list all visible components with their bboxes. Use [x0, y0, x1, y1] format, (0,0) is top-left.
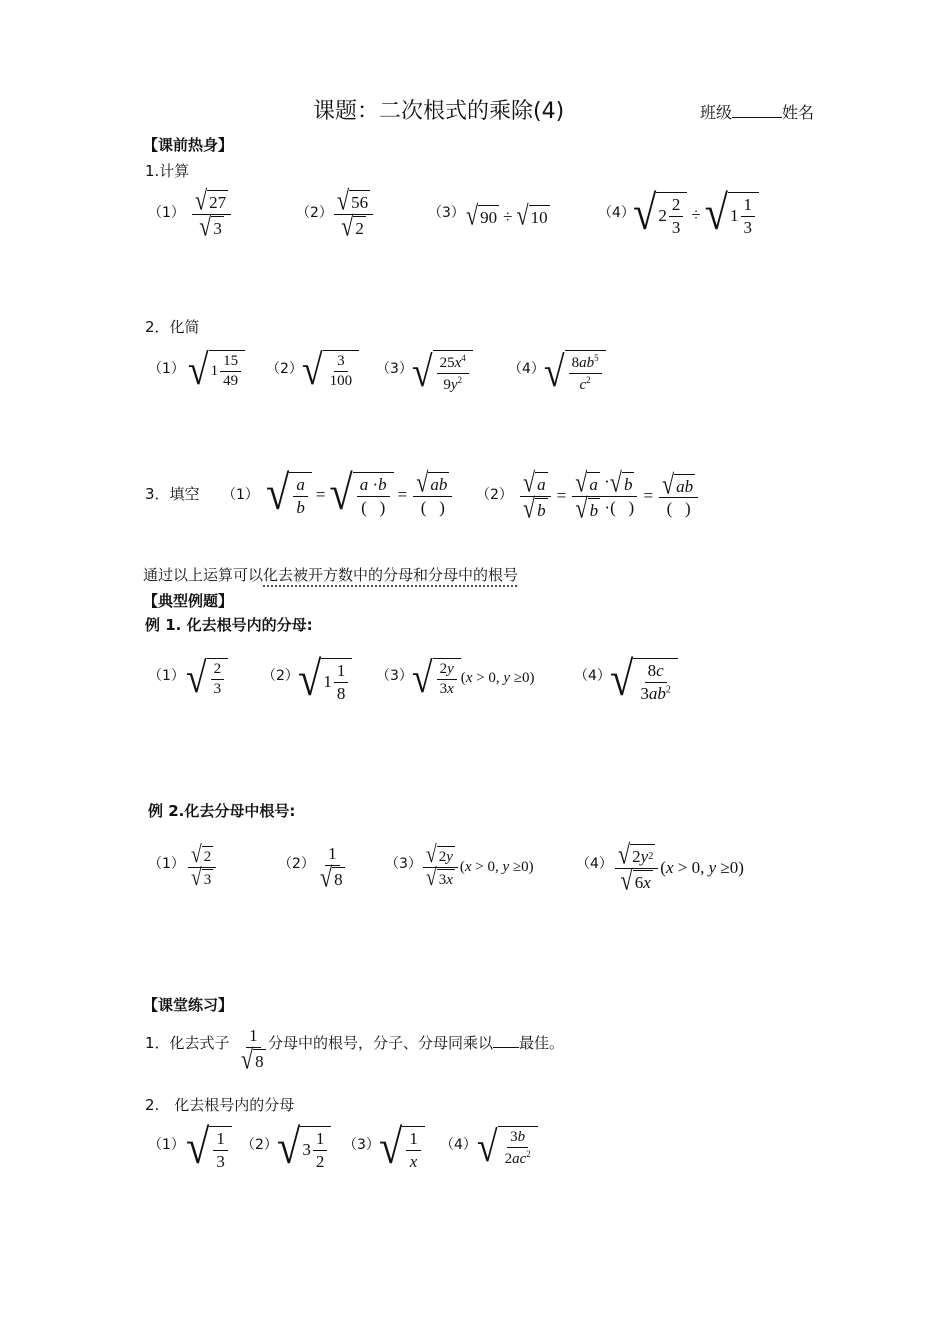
q2-item4-number: （4）	[508, 361, 545, 377]
ex2-item2-expr: 1 √ 8	[320, 844, 343, 893]
q2-item2-number: （2）	[266, 361, 303, 377]
class-name-line	[700, 100, 814, 123]
name-label: 姓名	[782, 103, 815, 122]
q3-item2-number: （2）	[476, 487, 513, 503]
ex2-item4-number: （4）	[576, 856, 613, 872]
q1-item3-number: （3）	[428, 205, 465, 221]
q1-item2-expr: √ 56 √ 2	[332, 190, 375, 238]
q1-item3-expr: √ 90 ÷ √ 10	[466, 200, 548, 232]
ex2-item3-expr: √ 2 y √ 3 x (x > 0, y ≥0)	[421, 846, 534, 890]
q1-item4-number: （4）	[598, 205, 635, 221]
summary-prefix: 通过以上运算可以	[143, 566, 264, 584]
p1-suffix	[268, 1032, 564, 1053]
q3-item1-expr: √ $\frac{a}{b}$ = √ $\frac{a \cdot b}{( )}$ = √ ab ( )	[266, 472, 454, 517]
ex2-item4-expr: √ 2 y 2 √ 6 x (x > 0, y ≥0)	[613, 844, 744, 892]
q2-item3-number: （3）	[376, 361, 413, 377]
p2-item2-expr: √ 3 $\frac{1}{2}$	[277, 1126, 331, 1171]
ex2-label: 例 2.化去分母中根号:	[148, 802, 296, 820]
p1-suffix-end: 最佳。	[519, 1034, 565, 1052]
practice-heading: 【课堂练习】	[143, 996, 234, 1014]
warmup-heading: 【课前热身】	[143, 136, 234, 154]
q3-item2-expr: √ a √ b = √ a · √ b √ b ·( ) = √ ab ( )	[518, 472, 700, 520]
ex1-item2-number: （2）	[262, 668, 299, 684]
page-title: 课题：二次根式的乘除(4)	[313, 99, 565, 124]
ex2-item2-number: （2）	[278, 856, 315, 872]
p2-item3-expr: √ $\frac{1}{x}$	[379, 1126, 425, 1171]
p2-item1-expr: √ $\frac{1}{3}$	[186, 1126, 232, 1171]
q2-item3-expr: √ $\frac{25x^4}{9y^2}$	[412, 350, 473, 395]
q1-item1-expr: √ 27 √ 3	[190, 190, 233, 238]
p1-line	[145, 1032, 230, 1053]
ex1-label: 例 1. 化去根号内的分母:	[145, 616, 313, 634]
ex1-item3-number: （3）	[376, 668, 413, 684]
q1-label: 1.计算	[145, 162, 190, 180]
p1-blank[interactable]	[493, 1033, 519, 1048]
q2-item4-expr: √ $\frac{8ab^5}{c^2}$	[544, 350, 606, 395]
q1-item4-expr: √ 2 $\frac{2}{3}$ ÷ √ 1 $\frac{1}{3}$	[633, 192, 759, 237]
q2-label: 2．化简	[145, 318, 200, 336]
class-label: 班级	[700, 103, 733, 122]
q3-label: 3．填空	[145, 485, 200, 503]
p1-suffix-text: 分母中的根号，分子、分母同乘以	[268, 1034, 494, 1052]
q3-item1-number: （1）	[222, 487, 259, 503]
p2-item1-number: （1）	[148, 1137, 185, 1153]
p2-item2-number: （2）	[241, 1137, 278, 1153]
q2-item1-expr: √ 1 $\frac{15}{49}$	[188, 350, 245, 391]
q2-item2-expr: √ $\frac{3}{100}$	[302, 350, 359, 391]
summary-emphasis: 化去被开方数中的分母和分母中的根号	[263, 566, 519, 584]
p1-prefix: 1．化去式子	[145, 1034, 230, 1052]
ex1-item2-expr: √ 1 $\frac{1}{8}$	[298, 658, 352, 703]
q1-item2-number: （2）	[296, 205, 333, 221]
q2-item1-number: （1）	[148, 361, 185, 377]
summary-line	[143, 564, 518, 585]
p2-item4-number: （4）	[440, 1137, 477, 1153]
ex1-item3-expr: √ $\frac{2y}{3x}$ (x > 0, y ≥0)	[412, 654, 535, 702]
ex2-item1-expr: √ 2 √ 3	[186, 846, 218, 890]
class-blank[interactable]	[732, 103, 782, 118]
p2-item4-expr: √ $\frac{3b}{2ac^2}$	[477, 1126, 538, 1169]
ex1-item4-number: （4）	[574, 668, 611, 684]
ex1-item4-expr: √ $\frac{8c}{3ab^2}$	[610, 658, 678, 703]
q1-item1-number: （1）	[148, 205, 185, 221]
p2-item3-number: （3）	[343, 1137, 380, 1153]
ex2-item3-number: （3）	[385, 856, 422, 872]
ex1-item1-number: （1）	[148, 668, 185, 684]
p1-expr: 1 √ 8	[241, 1026, 264, 1075]
examples-heading: 【典型例题】	[143, 592, 234, 610]
ex1-item1-expr: √ $\frac{2}{3}$	[186, 658, 228, 699]
ex2-item1-number: （1）	[148, 856, 185, 872]
p2-label: 2. 化去根号内的分母	[145, 1096, 295, 1114]
